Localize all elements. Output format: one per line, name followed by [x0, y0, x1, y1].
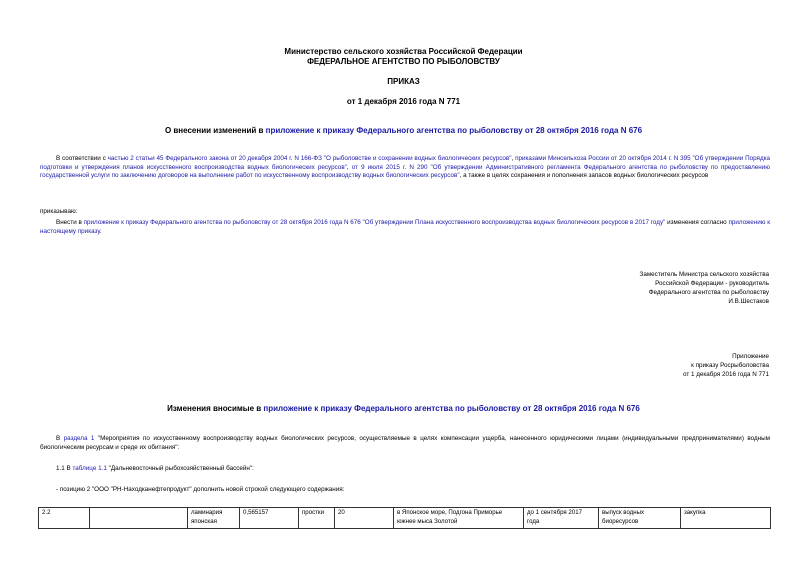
appendix-ref-line-3: от 1 декабря 2016 года N 771 [682, 371, 769, 378]
table-cell-deadline: до 1 сентября 2017 года [524, 508, 599, 529]
signature-line-3: Федерального агентства по рыболовству [648, 289, 769, 296]
order-text-2: изменения согласно [665, 219, 729, 226]
table-cell-method: закупка [681, 508, 771, 529]
table-cell-quantity: 0,565157 [240, 508, 299, 529]
order-word: приказываю: [40, 208, 78, 215]
doc-title-prefix: О внесении изменений в [164, 126, 266, 135]
table-cell-weight: 20 [335, 508, 394, 529]
table-cell-empty [90, 508, 188, 529]
signature-line-1: Заместитель Министра сельского хозяйства [639, 271, 769, 278]
changes-table [38, 507, 771, 529]
preamble-text-4: , а также в целях сохранения и пополнения запасов водных биологических ресурсов [459, 172, 709, 180]
order-link-appendix-676[interactable]: приложение к приказу Федерального агентства по рыболовству от 28 октября 2016 года N 676 "Об утверждении Плана искусственного воспроизводства водных биологических ресурсов в 2017 году" [83, 219, 666, 226]
table-cell-stage: простки [299, 508, 335, 529]
table-row [39, 508, 771, 529]
changes-title [0, 404, 807, 414]
changes-title-prefix: Изменения вносимые в [167, 404, 264, 413]
item-1-1-link[interactable]: таблице 1.1 [72, 465, 107, 472]
preamble-text-3: , [346, 163, 352, 171]
preamble-text-2: , [511, 155, 516, 162]
order-text-1: Внести в [56, 219, 84, 226]
item-1-1-text-2: "Дальневосточный рыбохозяйственный бассейн": [106, 465, 254, 472]
appendix-ref-line-1: Приложение [732, 353, 769, 360]
preamble-link-law[interactable]: частью 2 статьи 45 Федерального закона от 20 декабря 2004 г. N 166-ФЗ "О рыболовстве и сохранении водных биологических ресурсов" [107, 155, 512, 162]
doc-date-number: от 1 декабря 2016 года N 771 [346, 97, 461, 106]
item-1-1 [56, 465, 770, 474]
section-text-2: "Мероприятия по искусственному воспроизводству водных биологических ресурсов, осуществляемые в целях компенсации ущерба, нанесенного юридическими лицами (индивидуальными предпринимателями) водным биологическим ресурсам и среде их обитания": [40, 435, 770, 451]
table-cell-location: в Японское море, Подгона Приморье южнее мыса Золотой [394, 508, 524, 529]
order-link-appendix[interactable]: приложению к настоящему приказу [40, 219, 770, 235]
signature-block [469, 270, 769, 306]
preamble [40, 155, 770, 181]
section-text-1: В [56, 435, 64, 442]
order-text-3: . [99, 227, 102, 235]
table-cell-activity: выпуск водных биоресурсов [599, 508, 681, 529]
preamble-link-order-290[interactable]: от 9 июля 2015 г. N 290 "Об утверждении Административного регламента Федерального агентства по рыболовству по предоставлению государственной услуги по заключению договоров на выполнение работ по искусственному воспроизводству водных биологических ресурсов" [40, 163, 771, 180]
item-1-1-text-1: 1.1 В [56, 465, 73, 472]
changes-title-link[interactable]: приложение к приказу Федерального агентства по рыболовству от 28 октября 2016 года N 676 [263, 404, 640, 413]
section-link[interactable]: раздела 1 [63, 435, 95, 442]
doc-title-link[interactable]: приложение к приказу Федерального агентства по рыболовству от 28 октября 2016 года N 676 [265, 126, 643, 135]
appendix-reference [469, 352, 769, 379]
table-cell-species: ламинария японская [188, 508, 240, 529]
signature-line-2: Российской Федерации - руководитель [655, 280, 769, 287]
signature-name: И.В.Шестаков [728, 298, 769, 305]
agency-name: ФЕДЕРАЛЬНОЕ АГЕНТСТВО ПО РЫБОЛОВСТВУ [307, 57, 500, 66]
appendix-ref-line-2: к приказу Росрыболовства [691, 362, 769, 369]
preamble-text-1: В соответствии с [56, 155, 108, 162]
table-cell-number: 2.2 [39, 508, 90, 529]
position-line: - позицию 2 "ООО "РН-Находканефтепродукт" дополнить новой строкой следующего содержания: [56, 486, 345, 493]
preamble-link-order-395[interactable]: приказами Минсельхоза России от 20 октября 2014 г. N 395 "Об утверждении Порядка подготовки и утверждения планов искусственного воспроизводства водных биологических ресурсов" [40, 155, 771, 171]
section-text [40, 435, 770, 452]
order-text [40, 219, 770, 236]
ministry-name: Министерство сельского хозяйства Российской Федерации [284, 47, 523, 56]
doc-title [0, 126, 807, 136]
doc-type: ПРИКАЗ [387, 77, 420, 86]
